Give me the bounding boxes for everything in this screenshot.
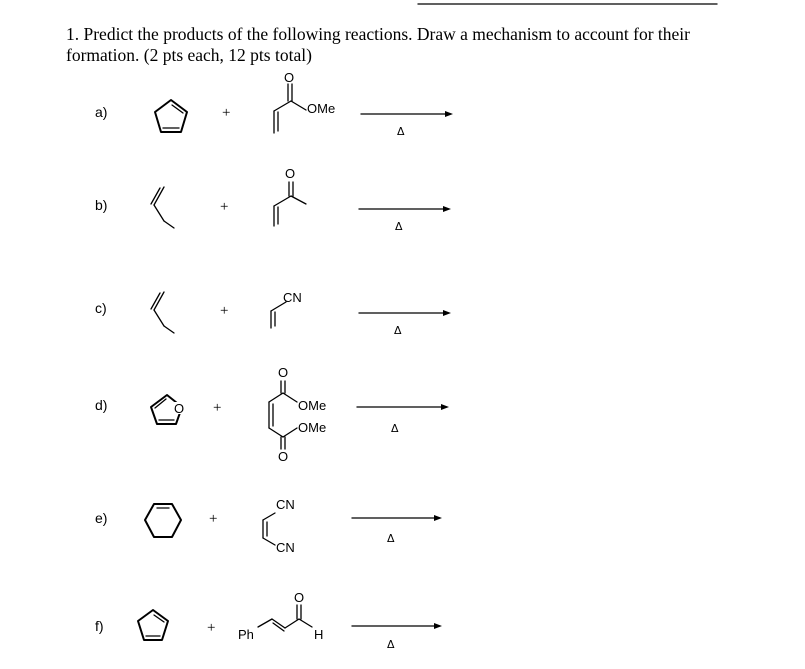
methyl-acrylate bbox=[274, 84, 306, 133]
cyclopentadiene-f bbox=[138, 610, 168, 640]
atom-label: O bbox=[284, 70, 295, 85]
reaction-label-f: f) bbox=[95, 618, 104, 634]
heat-condition-c: Δ bbox=[394, 324, 402, 337]
plus-sign-e: + bbox=[209, 511, 218, 527]
cyclohexene bbox=[145, 504, 181, 537]
heat-condition-b: Δ bbox=[395, 220, 403, 233]
methyl-vinyl-ketone bbox=[274, 182, 306, 226]
reaction-label-e: e) bbox=[95, 510, 108, 526]
atom-label: OMe bbox=[298, 420, 327, 435]
cyclopentadiene-a bbox=[155, 100, 187, 132]
fumaronitrile bbox=[263, 513, 275, 545]
reaction-label-d: d) bbox=[95, 397, 108, 413]
dimethyl-fumarate bbox=[269, 381, 297, 449]
atom-label: OMe bbox=[298, 398, 327, 413]
plus-sign-a: + bbox=[222, 105, 231, 121]
plus-sign-f: + bbox=[207, 620, 216, 636]
atom-label: CN bbox=[276, 497, 295, 512]
atom-label: O bbox=[174, 401, 185, 416]
cinnamaldehyde bbox=[258, 605, 312, 631]
reaction-label-c: c) bbox=[95, 300, 107, 316]
reaction-arrow-c bbox=[359, 310, 451, 316]
atom-label: H bbox=[314, 627, 324, 642]
plus-sign-b: + bbox=[220, 199, 229, 215]
reaction-label-a: a) bbox=[95, 104, 108, 120]
atom-label: CN bbox=[283, 290, 302, 305]
heat-condition-a: Δ bbox=[397, 125, 405, 138]
atom-label: O bbox=[294, 590, 305, 605]
atom-label: O bbox=[278, 449, 289, 464]
reaction-label-b: b) bbox=[95, 197, 108, 213]
reaction-arrow-f bbox=[352, 623, 442, 629]
atom-label: OMe bbox=[307, 101, 336, 116]
acrylonitrile bbox=[271, 302, 286, 328]
butadiene-b bbox=[151, 187, 174, 228]
reaction-arrow-e bbox=[352, 515, 442, 521]
heat-condition-f: Δ bbox=[387, 638, 395, 651]
atom-label: O bbox=[278, 365, 289, 380]
heat-condition-d: Δ bbox=[391, 422, 399, 435]
reaction-arrow-a bbox=[361, 111, 453, 117]
heat-condition-e: Δ bbox=[387, 532, 395, 545]
atom-label: O bbox=[285, 166, 296, 181]
atom-label: CN bbox=[276, 540, 295, 555]
butadiene-c bbox=[151, 292, 174, 333]
reaction-arrow-d bbox=[357, 404, 449, 410]
reaction-arrow-b bbox=[359, 206, 451, 212]
plus-sign-c: + bbox=[220, 303, 229, 319]
question-text: 1. Predict the products of the following reactions. Draw a mechanism to account for their formation. (2 pts each, 12 pts total) bbox=[66, 24, 690, 65]
atom-label: Ph bbox=[238, 627, 254, 642]
plus-sign-d: + bbox=[213, 400, 222, 416]
